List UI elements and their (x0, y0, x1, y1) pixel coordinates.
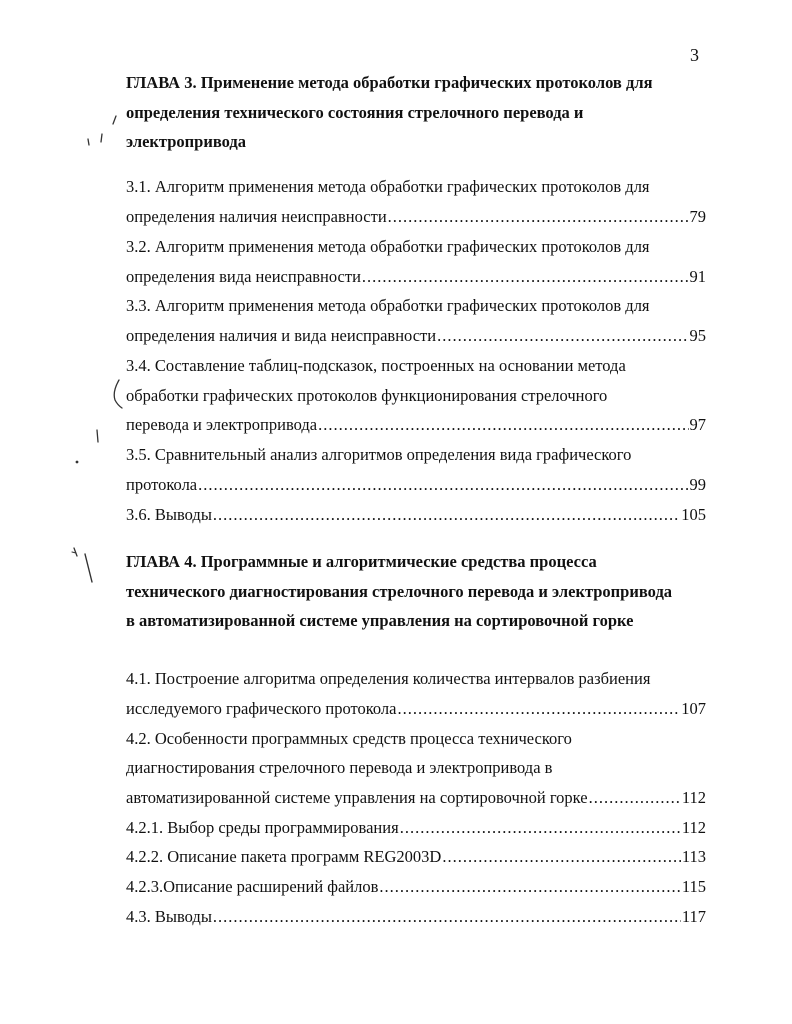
chapter-4-heading-line-3: в автоматизированной системе управления на сортировочной горке (126, 611, 634, 630)
toc-entry-4-1-page: 107 (681, 699, 706, 718)
dot-leader (198, 474, 688, 496)
dot-leader (213, 906, 681, 928)
pencil-mark-5 (68, 544, 102, 588)
chapter-4-heading (126, 547, 726, 636)
toc-entry-3-4-line-2: обработки графических протоколов функционирования стрелочного (126, 386, 608, 405)
toc-entry-3-5-line-1: 3.5. Сравнительный анализ алгоритмов определения вида графического (126, 445, 632, 464)
pencil-mark-2 (110, 378, 130, 412)
toc-entry-4-2-line-1: 4.2. Особенности программных средств процесса технического (126, 729, 572, 748)
toc-entry-3-6-page: 105 (681, 505, 706, 524)
dot-leader (398, 698, 681, 720)
toc-entry-3-6 (126, 504, 706, 526)
toc-entry-4-2-title: автоматизированной системе управления на сортировочной горке (126, 788, 588, 807)
chapter-3-heading-line-3: электропривода (126, 132, 247, 151)
page-number: 3 (690, 45, 699, 65)
toc-entry-4-2-2-page: 113 (681, 847, 706, 866)
toc-entry-3-6-title: 3.6. Выводы (126, 505, 212, 524)
toc-entry-3-3-line-1: 3.3. Алгоритм применения метода обработки графических протоколов для (126, 296, 650, 315)
toc-entry-3-3 (126, 325, 706, 347)
chapter-3-heading-line-1: ГЛАВА 3. Применение метода обработки графических протоколов для (126, 73, 653, 92)
toc-entry-3-4-page: 97 (689, 415, 706, 434)
chapter-4-heading-line-1: ГЛАВА 4. Программные и алгоритмические средства процесса (126, 552, 597, 571)
toc-entry-3-4 (126, 414, 706, 436)
toc-entry-4-1 (126, 698, 706, 720)
toc-entry-3-5 (126, 474, 706, 496)
dot-leader (400, 817, 681, 839)
toc-entry-3-1-page: 79 (689, 207, 706, 226)
toc-entry-4-3-page: 117 (681, 907, 706, 926)
toc-entry-3-2 (126, 266, 706, 288)
chapter-3-heading-line-2: определения технического состояния стрелочного перевода и (126, 102, 584, 122)
toc-entry-3-2-title: определения вида неисправности (126, 267, 361, 286)
dot-leader (442, 846, 681, 868)
dot-leader (318, 414, 688, 436)
toc-entry-4-2-3-title: 4.2.3.Описание расширений файлов (126, 877, 379, 896)
toc-entry-3-1-title: определения наличия неисправности (126, 207, 387, 226)
dot-leader (362, 266, 689, 288)
dot-leader (213, 504, 680, 526)
chapter-3-heading (126, 68, 726, 157)
toc-entry-4-1-title: исследуемого графического протокола (126, 699, 397, 718)
toc-entry-3-4-line-1: 3.4. Составление таблиц-подсказок, построенных на основании метода (126, 356, 626, 375)
chapter-4-heading-line-2: технического диагностирования стрелочного перевода и электропривода (126, 581, 673, 601)
dot-leader (589, 787, 681, 809)
toc-entry-4-3-title: 4.3. Выводы (126, 907, 212, 926)
toc-entry-3-3-page: 95 (689, 326, 706, 345)
dot-leader (437, 325, 688, 347)
toc-entry-3-5-page: 99 (689, 475, 706, 494)
toc-entry-4-2-line-2: диагностирования стрелочного перевода и электропривода в (126, 758, 553, 777)
toc-entry-3-1-line-1: 3.1. Алгоритм применения метода обработки графических протоколов для (126, 177, 650, 196)
toc-entry-3-5-title: протокола (126, 475, 198, 494)
pencil-mark-4 (72, 456, 82, 468)
toc-entry-3-3-title: определения наличия и вида неисправности (126, 326, 437, 345)
pencil-mark-1 (82, 112, 122, 152)
toc-entry-4-2-3 (126, 876, 706, 898)
toc-entry-4-2-page: 112 (681, 788, 706, 807)
toc-entry-4-3 (126, 906, 706, 928)
toc-entry-3-4-title: перевода и электропривода (126, 415, 318, 434)
toc-entry-3-1 (126, 206, 706, 228)
pencil-mark-3 (90, 428, 104, 446)
toc-entry-4-2-1 (126, 817, 706, 839)
toc-entry-4-2-1-page: 112 (681, 818, 706, 837)
toc-entry-4-2-2-title: 4.2.2. Описание пакета программ REG2003D (126, 847, 442, 866)
toc-entry-4-1-line-1: 4.1. Построение алгоритма определения количества интервалов разбиения (126, 669, 651, 688)
toc-entry-4-2-3-page: 115 (681, 877, 706, 896)
toc-entry-4-2-1-title: 4.2.1. Выбор среды программирования (126, 818, 399, 837)
toc-entry-3-2-page: 91 (689, 267, 706, 286)
toc-entry-3-2-line-1: 3.2. Алгоритм применения метода обработки графических протоколов для (126, 237, 650, 256)
toc-entry-4-2 (126, 787, 706, 809)
dot-leader (379, 876, 680, 898)
toc-entry-4-2-2 (126, 846, 706, 868)
dot-leader (388, 206, 689, 228)
